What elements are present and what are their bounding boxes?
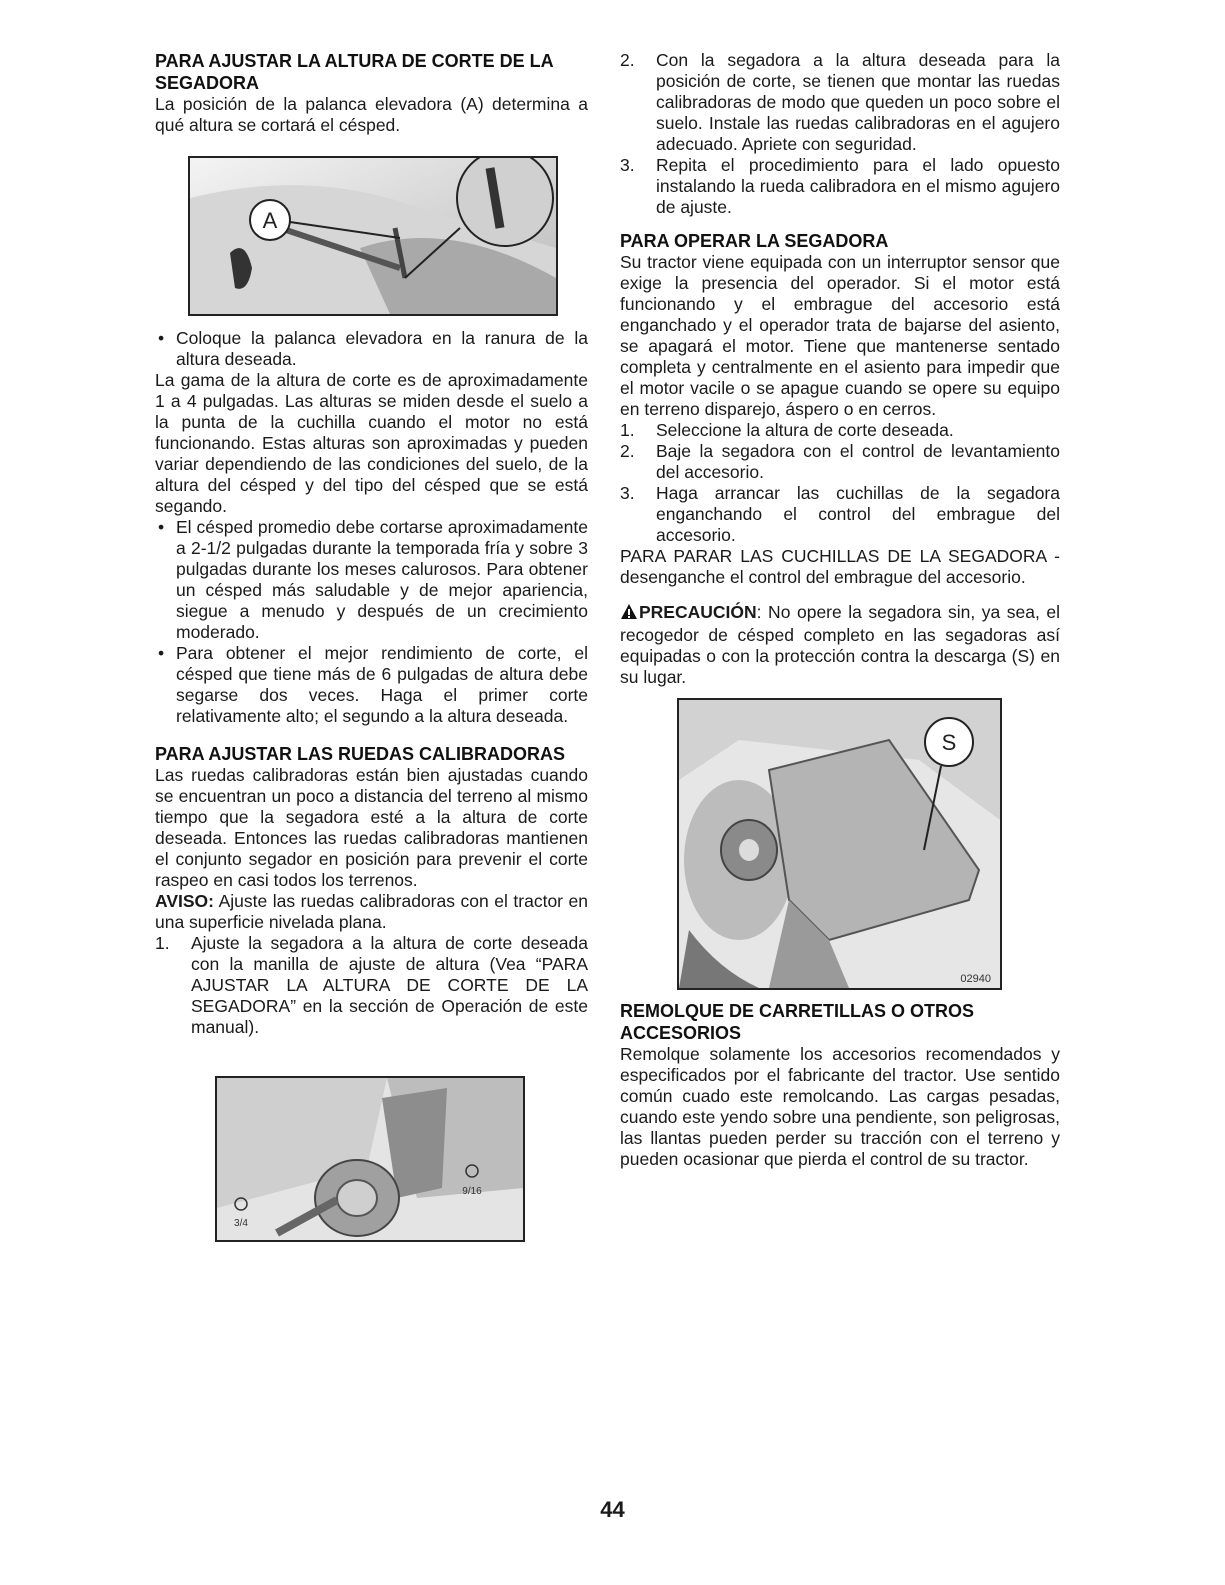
discharge-guard-illustration — [679, 700, 1000, 988]
warning-triangle-icon — [620, 603, 638, 625]
wrench-size-a: 9/16 — [462, 1186, 482, 1197]
figure-lift-lever — [188, 156, 558, 316]
paragraph-lift-lever: La posición de la palanca elevadora (A) determina a qué altura se cortará el césped. — [155, 94, 588, 135]
paragraph-operator-sensor: Su tractor viene equipada con un interruptor sensor que exige la presencia del operador. Si el motor está funcionando y el embrague del accesorio está enganchado y el operador trata de bajarse del asiento, se apagará el motor. Tiene que mantenerse sentado completa y centralmente en el asiento para impedir que el motor vacile o se apague cuando se opere su equipo en terreno disparejo, áspero o en cerros. — [620, 252, 1060, 419]
list-item — [620, 420, 1060, 441]
bullet-list-1 — [155, 328, 588, 370]
numbered-list-right-1 — [620, 50, 1060, 218]
numbered-list-right-2 — [620, 420, 1060, 546]
item-number: 1. — [155, 933, 170, 953]
paragraph-height-range: La gama de la altura de corte es de aproximadamente 1 a 4 pulgadas. Las alturas se miden desde el suelo a la punta de la cuchilla cuando el motor no está funcionando. Estas alturas son aproximadas y pueden variar dependiendo de las condiciones del suelo, de la altura del césped y del tipo del césped que se está segando. — [155, 370, 588, 516]
caution-text: : No opere la segadora sin, ya sea, el recogedor de césped completo en las segadoras así equipadas o con la protección contra la descarga (S) en su lugar. — [620, 602, 1060, 687]
paragraph-caution — [620, 602, 1060, 688]
heading-cutting-height: PARA AJUSTAR LA ALTURA DE CORTE DE LA SEGADORA — [155, 51, 553, 93]
bullet-list-2 — [155, 517, 588, 727]
heading-gauge-wheels: PARA AJUSTAR LAS RUEDAS CALIBRADORAS — [155, 744, 566, 764]
item-number: 3. — [620, 155, 635, 175]
item-text: Seleccione la altura de corte deseada. — [656, 420, 954, 440]
item-text: Ajuste la segadora a la altura de corte deseada con la manilla de ajuste de altura (Vea “PARA AJUSTAR LA ALTURA DE CORTE DE LA SEGADORA” en la sección de Operación de este manual). — [191, 933, 588, 1037]
list-item — [620, 155, 1060, 218]
heading-operate-mower: PARA OPERAR LA SEGADORA — [620, 231, 889, 251]
item-text: Con la segadora a la altura deseada para la posición de corte, se tienen que montar las ruedas calibradoras de modo que queden un poco sobre el suelo. Instale las ruedas calibradoras en el agujero adecuado. Apriete con seguridad. — [656, 50, 1060, 154]
item-number: 2. — [620, 441, 635, 461]
item-text: Haga arrancar las cuchillas de la segadora enganchando el control del embrague del accesorio. — [656, 483, 1060, 545]
item-number: 2. — [620, 50, 635, 70]
figure-gauge-wheel — [215, 1076, 525, 1242]
page-number: 44 — [600, 1497, 625, 1522]
numbered-list-left — [155, 933, 588, 1038]
gauge-wheel-illustration — [217, 1078, 523, 1240]
paragraph-towing: Remolque solamente los accesorios recomendados y especificados por el fabricante del tractor. Use sentido común cuado este remolcando. Las cargas pesadas, cuando este yendo sobre una pendiente, son peligrosas, las llantas pueden perder su tracción con el terreno y pueden ocasionar que pierda el control de su tractor. — [620, 1044, 1060, 1169]
heading-towing: REMOLQUE DE CARRETILLAS O OTROS ACCESORIOS — [620, 1001, 975, 1043]
item-number: 3. — [620, 483, 635, 503]
aviso-text: Ajuste las ruedas calibradoras con el tractor en una superficie nivelada plana. — [155, 891, 588, 932]
wrench-size-b: 3/4 — [234, 1218, 248, 1229]
callout-s: S — [941, 730, 957, 755]
list-item — [620, 441, 1060, 483]
item-text: Baje la segadora con el control de levantamiento del accesorio. — [656, 441, 1060, 482]
item-text: Repita el procedimiento para el lado opuesto instalando la rueda calibradora en el mismo agujero de ajuste. — [656, 155, 1060, 217]
right-column — [620, 50, 1060, 1170]
list-item: • El césped promedio debe cortarse aproximadamente a 2-1/2 pulgadas durante la temporada fría y sobre 3 pulgadas durante los meses calurosos. Para obtener un césped más saludable y de mejor apariencia, siegue a menudo y después de un crecimiento moderado. — [155, 517, 588, 643]
list-item — [155, 933, 588, 1038]
figure-discharge-guard — [677, 698, 1002, 990]
lift-lever-illustration — [190, 158, 556, 314]
paragraph-aviso — [155, 891, 588, 933]
list-item: • Coloque la palanca elevadora en la ranura de la altura deseada. — [155, 328, 588, 370]
list-item — [620, 483, 1060, 546]
aviso-label: AVISO: — [155, 891, 214, 911]
caution-label: PRECAUCIÓN — [639, 602, 757, 622]
callout-a: A — [262, 208, 278, 233]
item-number: 1. — [620, 420, 635, 440]
figure-code: 02940 — [960, 973, 991, 985]
paragraph-stop-blades: PARA PARAR LAS CUCHILLAS DE LA SEGADORA - desenganche el control del embrague del accesorio. — [620, 546, 1060, 587]
list-item — [620, 50, 1060, 155]
left-column — [155, 50, 588, 1242]
list-item: • Para obtener el mejor rendimiento de corte, el césped que tiene más de 6 pulgadas de altura debe segarse dos veces. Haga el primer corte relativamente alto; el segundo a la altura deseada. — [155, 643, 588, 727]
paragraph-gauge-wheels: Las ruedas calibradoras están bien ajustadas cuando se encuentran un poco a distancia del terreno al mismo tiempo que la segadora esté a la altura de corte deseada. Entonces las ruedas calibradoras mantienen el conjunto segador en posición para prevenir el corte raspeo en casi todos los terrenos. — [155, 765, 588, 890]
